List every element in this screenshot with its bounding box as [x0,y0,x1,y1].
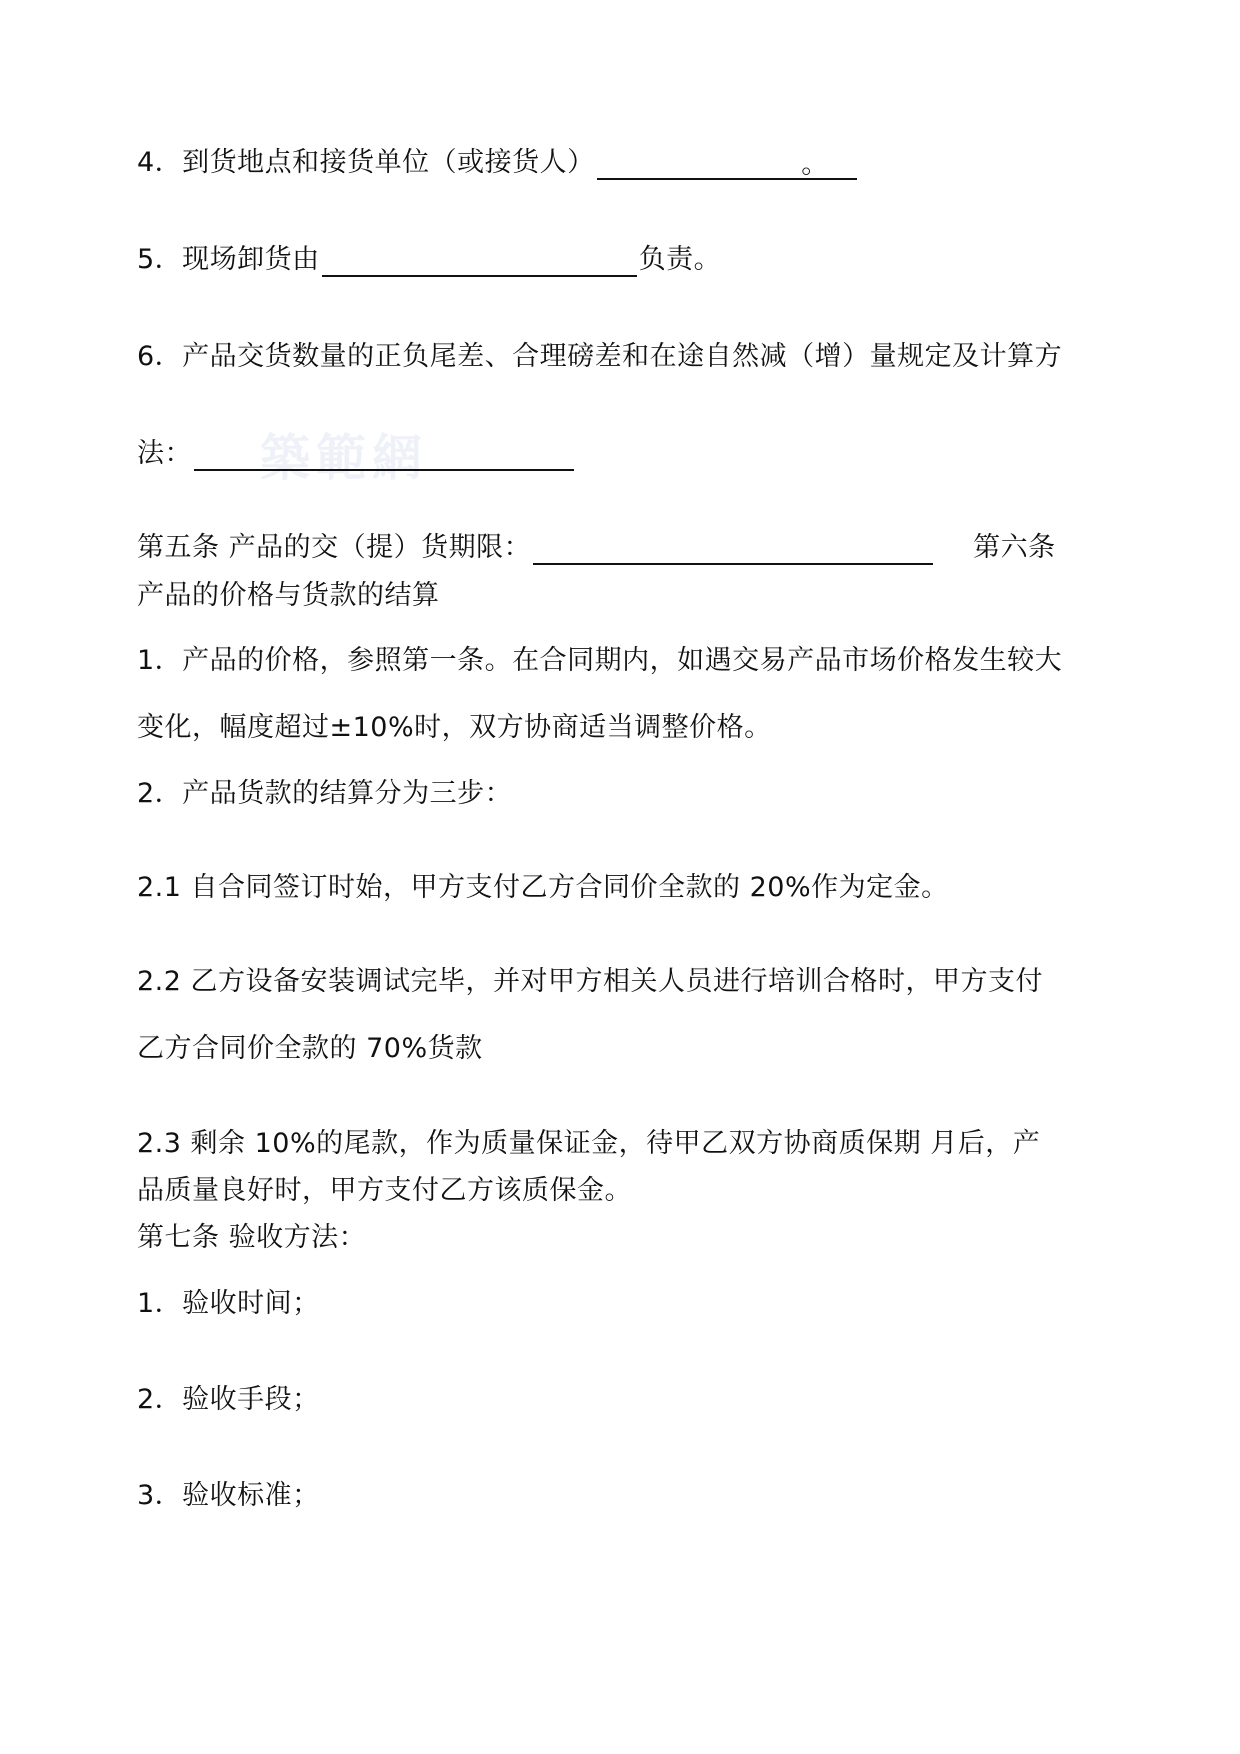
article-6-heading: 第六条 [973,532,1056,563]
clause-5-prefix: 5．现场卸货由 [137,244,320,275]
clause-4-period: 。 [801,149,829,180]
payment-step-2-3-line-2: 品质量良好时，甲方支付乙方该质保金。 [137,1175,632,1206]
article-5-delivery-period [137,531,1056,565]
price-clause-line-1: 1．产品的价格，参照第一条。在合同期内，如遇交易产品市场价格发生较大 [137,645,1063,676]
payment-step-2-2-line-2: 乙方合同价全款的 70%货款 [137,1033,483,1064]
payment-steps-heading: 2．产品货款的结算分为三步： [137,778,513,809]
delivery-place-blank[interactable] [597,148,857,180]
clause-4-text: 4．到货地点和接货单位（或接货人） [137,147,595,178]
clause-5-suffix: 负责。 [638,244,722,275]
payment-step-2-1: 2.1 自合同签订时始，甲方支付乙方合同价全款的 20%作为定金。 [137,872,949,903]
price-clause-line-2: 变化，幅度超过±10%时，双方协商适当调整价格。 [137,712,772,743]
clause-5-unloading [137,243,721,277]
clause-4-delivery-place [137,146,859,180]
article-7-heading: 第七条 验收方法： [137,1222,367,1253]
clause-6-line-2 [137,437,576,471]
watermark: 築範網 [260,428,428,487]
acceptance-standard: 3．验收标准； [137,1480,320,1511]
acceptance-means: 2．验收手段； [137,1384,320,1415]
clause-6-prefix: 法： [137,438,192,469]
unloading-party-blank[interactable] [322,245,637,277]
calculation-method-blank[interactable] [194,439,574,471]
clause-6-line-1: 6．产品交货数量的正负尾差、合理磅差和在途自然减（增）量规定及计算方 [137,341,1063,372]
acceptance-time: 1．验收时间； [137,1288,320,1319]
payment-step-2-3-line-1: 2.3 剩余 10%的尾款，作为质量保证金，待甲乙双方协商质保期 月后，产 [137,1128,1041,1159]
delivery-period-blank[interactable] [533,533,933,565]
article-5-text: 第五条 产品的交（提）货期限： [137,532,532,563]
article-6-title: 产品的价格与货款的结算 [137,580,440,611]
payment-step-2-2-line-1: 2.2 乙方设备安装调试完毕，并对甲方相关人员进行培训合格时，甲方支付 [137,966,1044,997]
